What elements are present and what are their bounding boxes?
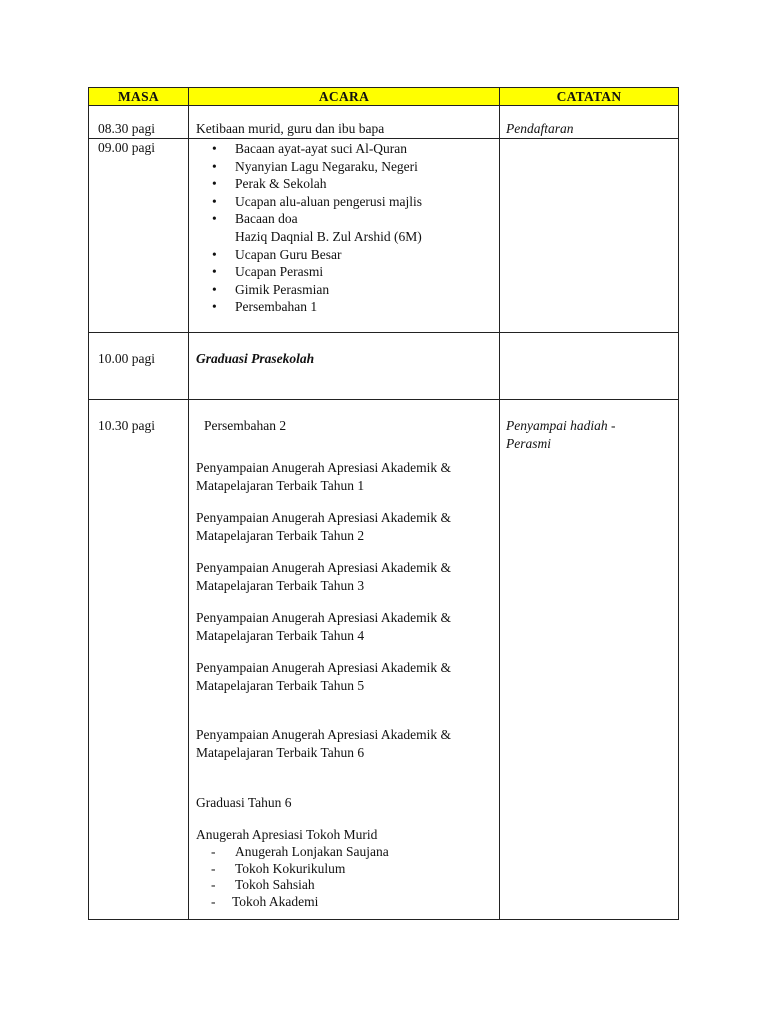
doa-reader: Haziq Daqnial B. Zul Arshid (6M) <box>235 228 422 244</box>
list-item: • Ucapan Perasmi <box>189 263 499 281</box>
acara-cell: Ketibaan murid, guru dan ibu bapa <box>189 120 500 139</box>
catatan-cell: Pendaftaran <box>500 120 679 139</box>
masa-cell: 09.00 pagi <box>89 139 189 333</box>
graduasi-tahun-6: Graduasi Tahun 6 <box>196 795 292 810</box>
list-item: - Tokoh Akademi <box>189 894 499 911</box>
catatan-cell: Penyampai hadiah - Perasmi <box>500 400 679 920</box>
acara-cell <box>189 333 500 400</box>
program-table <box>88 87 679 920</box>
table-row <box>89 120 679 139</box>
acara-cell <box>189 139 500 333</box>
header-row <box>89 88 679 106</box>
list-item: • Gimik Perasmian <box>189 281 499 299</box>
masa-cell: 08.30 pagi <box>89 120 189 139</box>
list-item: - Anugerah Lonjakan Saujana <box>189 844 499 861</box>
list-item: • Persembahan 1 <box>189 298 499 316</box>
list-item: - Tokoh Kokurikulum <box>189 861 499 878</box>
program-document <box>88 87 678 920</box>
list-item: • Perak & Sekolah <box>189 175 499 193</box>
acara-cell <box>189 400 500 920</box>
masa-cell: 10.30 pagi <box>89 400 189 920</box>
list-item: • Bacaan doa Haziq Daqnial B. Zul Arshid (6M) <box>189 210 499 245</box>
persembahan-2: Persembahan 2 <box>204 418 287 433</box>
list-item: • Nyanyian Lagu Negaraku, Negeri <box>189 158 499 176</box>
header-catatan: CATATAN <box>500 88 679 106</box>
spacer-row <box>89 106 679 121</box>
table-row <box>89 400 679 920</box>
table-row <box>89 139 679 333</box>
tokoh-murid-title: Anugerah Apresiasi Tokoh Murid <box>196 827 378 842</box>
list-item: • Ucapan alu-aluan pengerusi majlis <box>189 193 499 211</box>
list-item: • Bacaan ayat-ayat suci Al-Quran <box>189 140 499 158</box>
masa-cell: 10.00 pagi <box>89 333 189 400</box>
graduasi-prasekolah: Graduasi Prasekolah <box>196 351 315 366</box>
list-item: • Ucapan Guru Besar <box>189 246 499 264</box>
anugerah-block: Penyampaian Anugerah Apresiasi Akademik & Matapelajaran Terbaik Tahun 1 Penyampaian Anugerah Apresiasi Akademik & Matapelajaran Terbaik Tahun 2 Penyampaian Anugerah Apresiasi Akademik & Matapelajaran Terbaik Tahun 3 Penyampaian Anugerah Apresiasi Akademik & Matapelajaran Terbaik Tahun 4 Penyampaian Anugerah Apresiasi Akademik & Matapelajaran Terbaik Tahun 5 Penyampaian Anugerah Apresiasi Akademik & Matapelajaran Terbaik Tahun 6 <box>196 460 451 760</box>
table-row <box>89 333 679 400</box>
header-masa: MASA <box>89 88 189 106</box>
opening-program-list <box>189 140 499 316</box>
list-item: - Tokoh Sahsiah <box>189 877 499 894</box>
header-acara: ACARA <box>189 88 500 106</box>
tokoh-list <box>189 844 499 910</box>
